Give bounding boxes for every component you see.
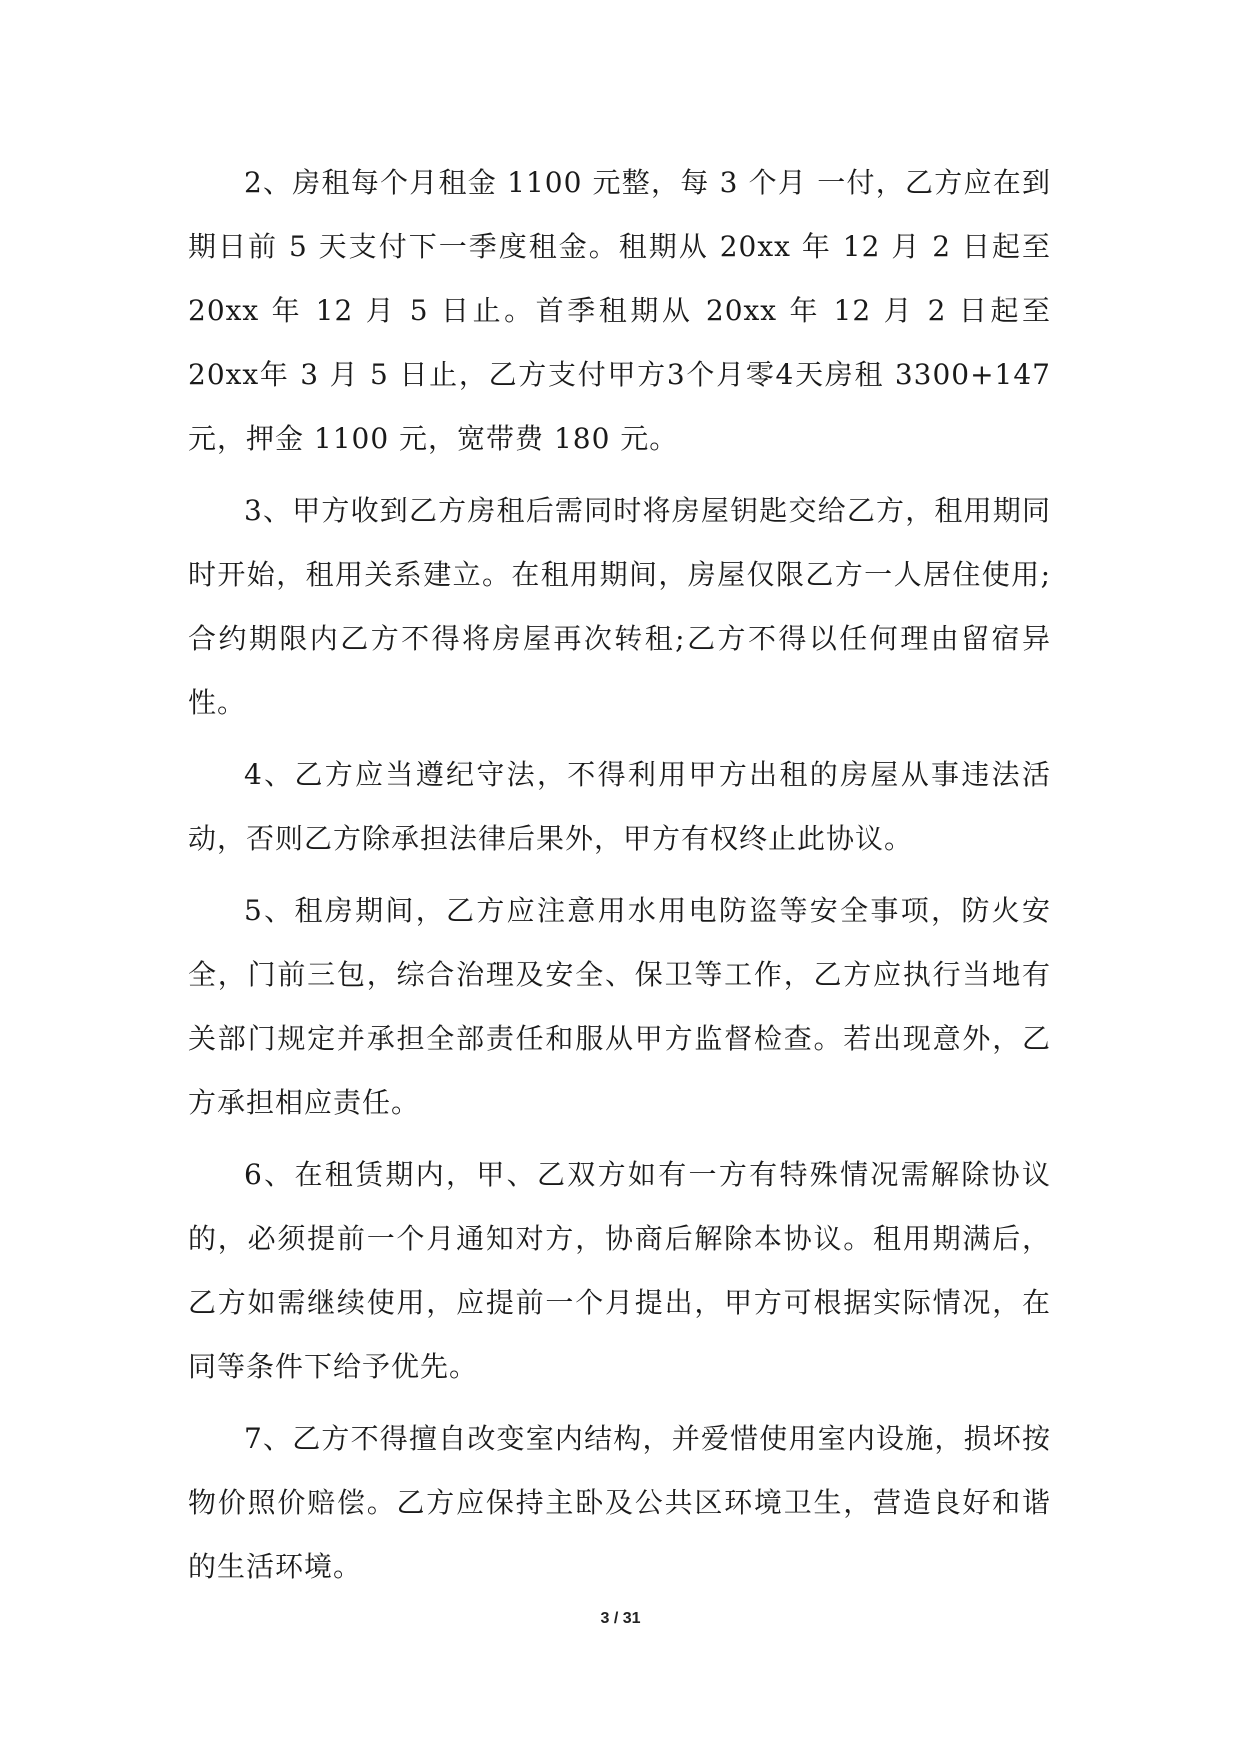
clause-5-paragraph: 5、租房期间，乙方应注意用水用电防盗等安全事项，防火安全，门前三包，综合治理及安全、保卫等工作，乙方应执行当地有关部门规定并承担全部责任和服从甲方监督检查。若出现意外，乙方承担相应责任。 [188, 894, 1051, 1119]
clause-7-paragraph: 7、乙方不得擅自改变室内结构，并爱惜使用室内设施，损坏按物价照价赔偿。乙方应保持主卧及公共区环境卫生，营造良好和谐的生活环境。 [188, 1422, 1051, 1583]
clause-4-paragraph: 4、乙方应当遵纪守法，不得利用甲方出租的房屋从事违法活动，否则乙方除承担法律后果外，甲方有权终止此协议。 [188, 758, 1051, 855]
clause-2-paragraph: 2、房租每个月租金 1100 元整，每 3 个月 一付，乙方应在到期日前 5 天支付下一季度租金。租期从 20xx 年 12 月 2 日起至 20xx 年 12 月 5 日止。首季租期从 20xx 年 12 月 2 日起至 20xx年 3 月 5 日止，乙方支付甲方3个月零4天房租 3300+147 元，押金 1100 元，宽带费 180 元。 [188, 166, 1051, 455]
clause-3-paragraph: 3、甲方收到乙方房租后需同时将房屋钥匙交给乙方，租用期同时开始，租用关系建立。在租用期间，房屋仅限乙方一人居住使用;合约期限内乙方不得将房屋再次转租;乙方不得以任何理由留宿异性。 [188, 494, 1051, 719]
page-number: 3 / 31 [600, 1610, 641, 1627]
clause-6-paragraph: 6、在租赁期内，甲、乙双方如有一方有特殊情况需解除协议的，必须提前一个月通知对方，协商后解除本协议。租用期满后，乙方如需继续使用，应提前一个月提出，甲方可根据实际情况，在同等条件下给予优先。 [188, 1158, 1051, 1383]
document-body [188, 151, 1051, 1607]
